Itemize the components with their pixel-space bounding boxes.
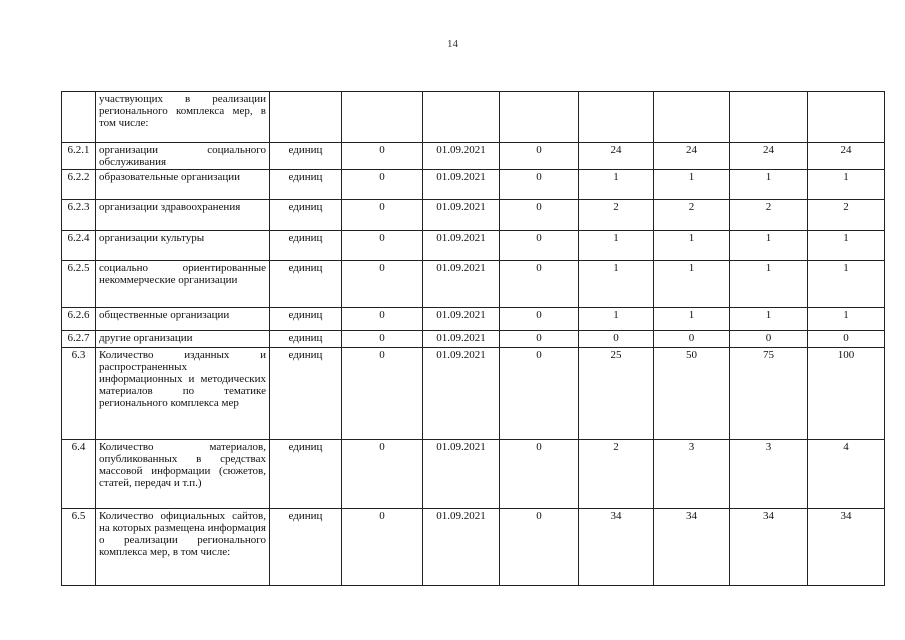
row-base-date: 01.09.2021 — [423, 261, 500, 308]
row-value-year-5: 1 — [808, 231, 885, 261]
row-value-year-1 — [500, 92, 579, 143]
row-unit: единиц — [270, 440, 342, 509]
row-name: общественные организации — [96, 308, 270, 331]
row-value-year-4: 1 — [730, 308, 808, 331]
row-base-date — [423, 92, 500, 143]
row-number: 6.2.4 — [62, 231, 96, 261]
row-value-year-5: 4 — [808, 440, 885, 509]
row-unit: единиц — [270, 143, 342, 170]
row-value-year-2: 34 — [579, 509, 654, 586]
row-unit: единиц — [270, 170, 342, 200]
row-unit: единиц — [270, 331, 342, 348]
row-value-year-1: 0 — [500, 231, 579, 261]
row-value-year-1: 0 — [500, 170, 579, 200]
row-value-year-2: 2 — [579, 440, 654, 509]
row-value-year-1: 0 — [500, 509, 579, 586]
row-unit: единиц — [270, 261, 342, 308]
row-number: 6.2.1 — [62, 143, 96, 170]
row-name: образовательные организации — [96, 170, 270, 200]
row-value-year-4: 1 — [730, 170, 808, 200]
table-row — [62, 200, 885, 231]
row-value-year-3: 24 — [654, 143, 730, 170]
row-number: 6.2.6 — [62, 308, 96, 331]
row-value-year-5: 0 — [808, 331, 885, 348]
row-number — [62, 92, 96, 143]
row-value-year-2: 1 — [579, 308, 654, 331]
table-row — [62, 348, 885, 440]
row-value-year-4: 1 — [730, 231, 808, 261]
row-base-value: 0 — [342, 261, 423, 308]
row-value-year-4: 1 — [730, 261, 808, 308]
row-name: участвующих в реализации регионального комплекса мер, в том числе: — [96, 92, 270, 143]
table-row — [62, 231, 885, 261]
row-value-year-3: 2 — [654, 200, 730, 231]
row-name: социально ориентированные некоммерческие организации — [96, 261, 270, 308]
row-value-year-3: 3 — [654, 440, 730, 509]
row-value-year-1: 0 — [500, 143, 579, 170]
row-base-date: 01.09.2021 — [423, 509, 500, 586]
table-row — [62, 92, 885, 143]
row-value-year-4: 2 — [730, 200, 808, 231]
row-number: 6.2.3 — [62, 200, 96, 231]
row-base-value: 0 — [342, 331, 423, 348]
row-number: 6.2.2 — [62, 170, 96, 200]
row-name: организации здравоохранения — [96, 200, 270, 231]
row-name: организации культуры — [96, 231, 270, 261]
row-value-year-5 — [808, 92, 885, 143]
row-unit — [270, 92, 342, 143]
row-number: 6.3 — [62, 348, 96, 440]
row-value-year-1: 0 — [500, 440, 579, 509]
row-name: Количество официальных сайтов, на которых размещена информация о реализации регионального комплекса мер, в том числе: — [96, 509, 270, 586]
row-value-year-3: 1 — [654, 261, 730, 308]
row-unit: единиц — [270, 200, 342, 231]
row-value-year-2: 1 — [579, 170, 654, 200]
row-name: Количество материалов, опубликованных в средствах массовой информации (сюжетов, статей, передач и т.п.) — [96, 440, 270, 509]
row-value-year-5: 1 — [808, 308, 885, 331]
row-base-date: 01.09.2021 — [423, 308, 500, 331]
row-base-date: 01.09.2021 — [423, 440, 500, 509]
indicators-table — [61, 91, 885, 586]
row-base-value: 0 — [342, 200, 423, 231]
table-row — [62, 440, 885, 509]
table-row — [62, 261, 885, 308]
row-value-year-4: 3 — [730, 440, 808, 509]
row-unit: единиц — [270, 509, 342, 586]
row-base-value: 0 — [342, 348, 423, 440]
row-value-year-2: 25 — [579, 348, 654, 440]
row-name: другие организации — [96, 331, 270, 348]
row-value-year-5: 24 — [808, 143, 885, 170]
row-value-year-5: 34 — [808, 509, 885, 586]
row-base-date: 01.09.2021 — [423, 331, 500, 348]
row-value-year-4 — [730, 92, 808, 143]
row-value-year-3 — [654, 92, 730, 143]
row-base-date: 01.09.2021 — [423, 348, 500, 440]
row-value-year-3: 50 — [654, 348, 730, 440]
row-value-year-2: 24 — [579, 143, 654, 170]
row-number: 6.2.5 — [62, 261, 96, 308]
row-name: Количество изданных и распространенных информационных и методических материалов по тематике регионального комплекса мер — [96, 348, 270, 440]
row-value-year-2 — [579, 92, 654, 143]
page-number: 14 — [447, 38, 458, 50]
row-value-year-4: 75 — [730, 348, 808, 440]
row-unit: единиц — [270, 308, 342, 331]
row-value-year-5: 1 — [808, 261, 885, 308]
table-row — [62, 143, 885, 170]
row-value-year-1: 0 — [500, 308, 579, 331]
row-value-year-4: 34 — [730, 509, 808, 586]
row-base-value: 0 — [342, 308, 423, 331]
row-base-value — [342, 92, 423, 143]
row-unit: единиц — [270, 231, 342, 261]
row-number: 6.4 — [62, 440, 96, 509]
row-base-date: 01.09.2021 — [423, 231, 500, 261]
row-value-year-4: 24 — [730, 143, 808, 170]
row-value-year-2: 1 — [579, 261, 654, 308]
row-value-year-1: 0 — [500, 200, 579, 231]
row-unit: единиц — [270, 348, 342, 440]
table-row — [62, 170, 885, 200]
row-number: 6.5 — [62, 509, 96, 586]
row-value-year-4: 0 — [730, 331, 808, 348]
table-row — [62, 331, 885, 348]
row-value-year-2: 2 — [579, 200, 654, 231]
row-value-year-3: 34 — [654, 509, 730, 586]
row-value-year-1: 0 — [500, 331, 579, 348]
row-value-year-3: 1 — [654, 170, 730, 200]
row-number: 6.2.7 — [62, 331, 96, 348]
row-base-value: 0 — [342, 509, 423, 586]
row-value-year-5: 1 — [808, 170, 885, 200]
row-value-year-3: 1 — [654, 231, 730, 261]
row-value-year-5: 2 — [808, 200, 885, 231]
table-row — [62, 308, 885, 331]
row-value-year-1: 0 — [500, 348, 579, 440]
row-name: организации социального обслуживания — [96, 143, 270, 170]
row-value-year-2: 0 — [579, 331, 654, 348]
row-value-year-3: 1 — [654, 308, 730, 331]
row-value-year-5: 100 — [808, 348, 885, 440]
row-base-value: 0 — [342, 440, 423, 509]
row-base-date: 01.09.2021 — [423, 200, 500, 231]
table-row — [62, 509, 885, 586]
row-base-value: 0 — [342, 170, 423, 200]
row-value-year-2: 1 — [579, 231, 654, 261]
row-base-date: 01.09.2021 — [423, 170, 500, 200]
row-value-year-1: 0 — [500, 261, 579, 308]
row-base-date: 01.09.2021 — [423, 143, 500, 170]
row-value-year-3: 0 — [654, 331, 730, 348]
row-base-value: 0 — [342, 143, 423, 170]
row-base-value: 0 — [342, 231, 423, 261]
